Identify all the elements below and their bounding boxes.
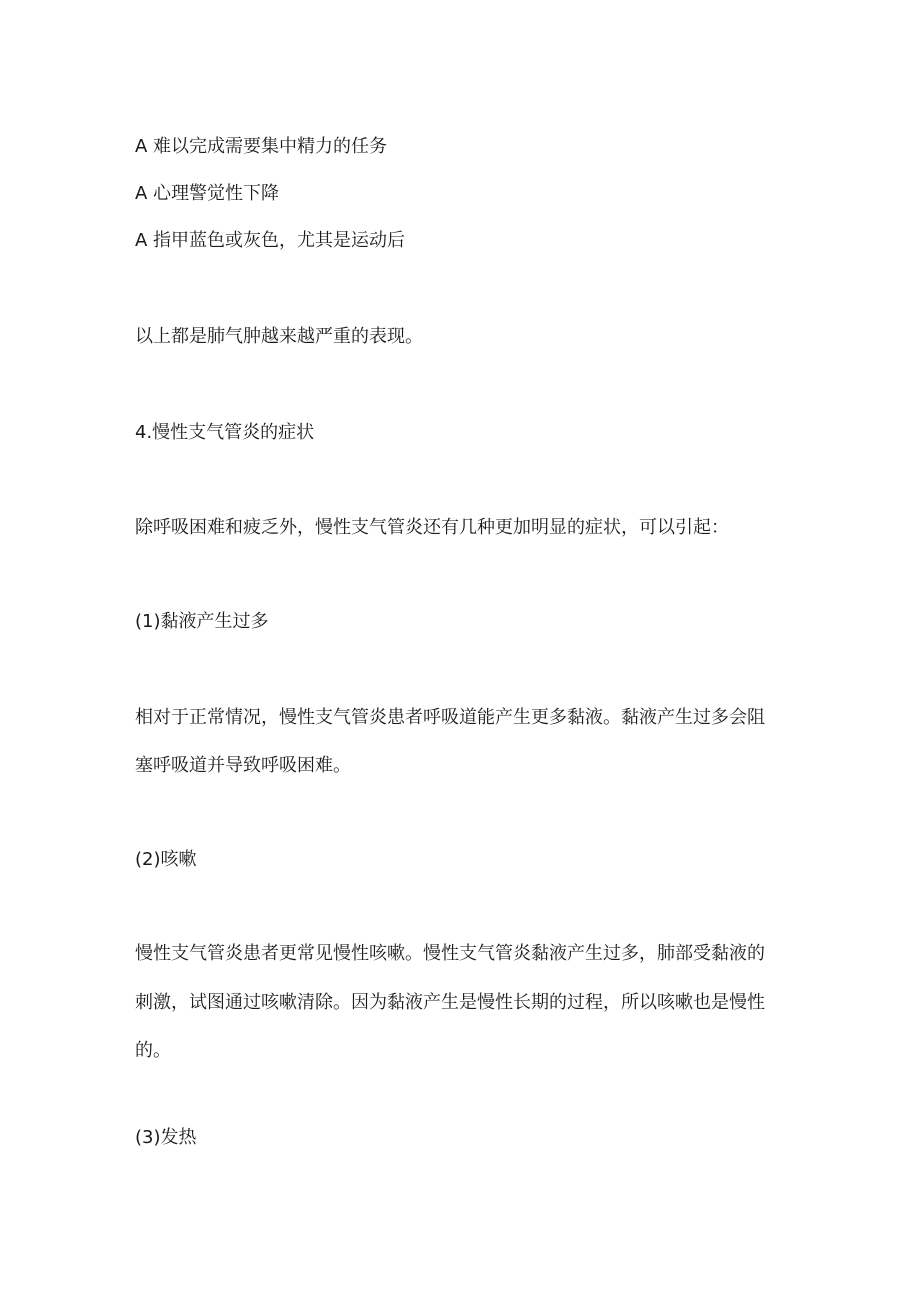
paragraph-cough-line: 刺激，试图通过咳嗽清除。因为黏液产生是慢性长期的过程，所以咳嗽也是慢性 xyxy=(135,992,765,1013)
section-intro: 除呼吸困难和疲乏外，慢性支气管炎还有几种更加明显的症状，可以引起： xyxy=(135,517,729,538)
subheading-fever: (3)发热 xyxy=(135,1127,197,1148)
bullet-nail-color: A 指甲蓝色或灰色，尤其是运动后 xyxy=(135,230,406,251)
bullet-concentration: A 难以完成需要集中精力的任务 xyxy=(135,136,388,157)
paragraph-cough-line: 慢性支气管炎患者更常见慢性咳嗽。慢性支气管炎黏液产生过多，肺部受黏液的 xyxy=(135,943,765,964)
paragraph-mucus-line: 塞呼吸道并导致呼吸困难。 xyxy=(135,755,351,776)
bullet-alertness: A 心理警觉性下降 xyxy=(135,183,280,204)
subheading-mucus: (1)黏液产生过多 xyxy=(135,611,269,632)
paragraph-cough-line: 的。 xyxy=(135,1040,171,1061)
summary-paragraph: 以上都是肺气肿越来越严重的表现。 xyxy=(135,326,423,347)
section-heading: 4.慢性支气管炎的症状 xyxy=(135,422,315,443)
paragraph-mucus-line: 相对于正常情况，慢性支气管炎患者呼吸道能产生更多黏液。黏液产生过多会阻 xyxy=(135,707,765,728)
subheading-cough: (2)咳嗽 xyxy=(135,849,197,870)
